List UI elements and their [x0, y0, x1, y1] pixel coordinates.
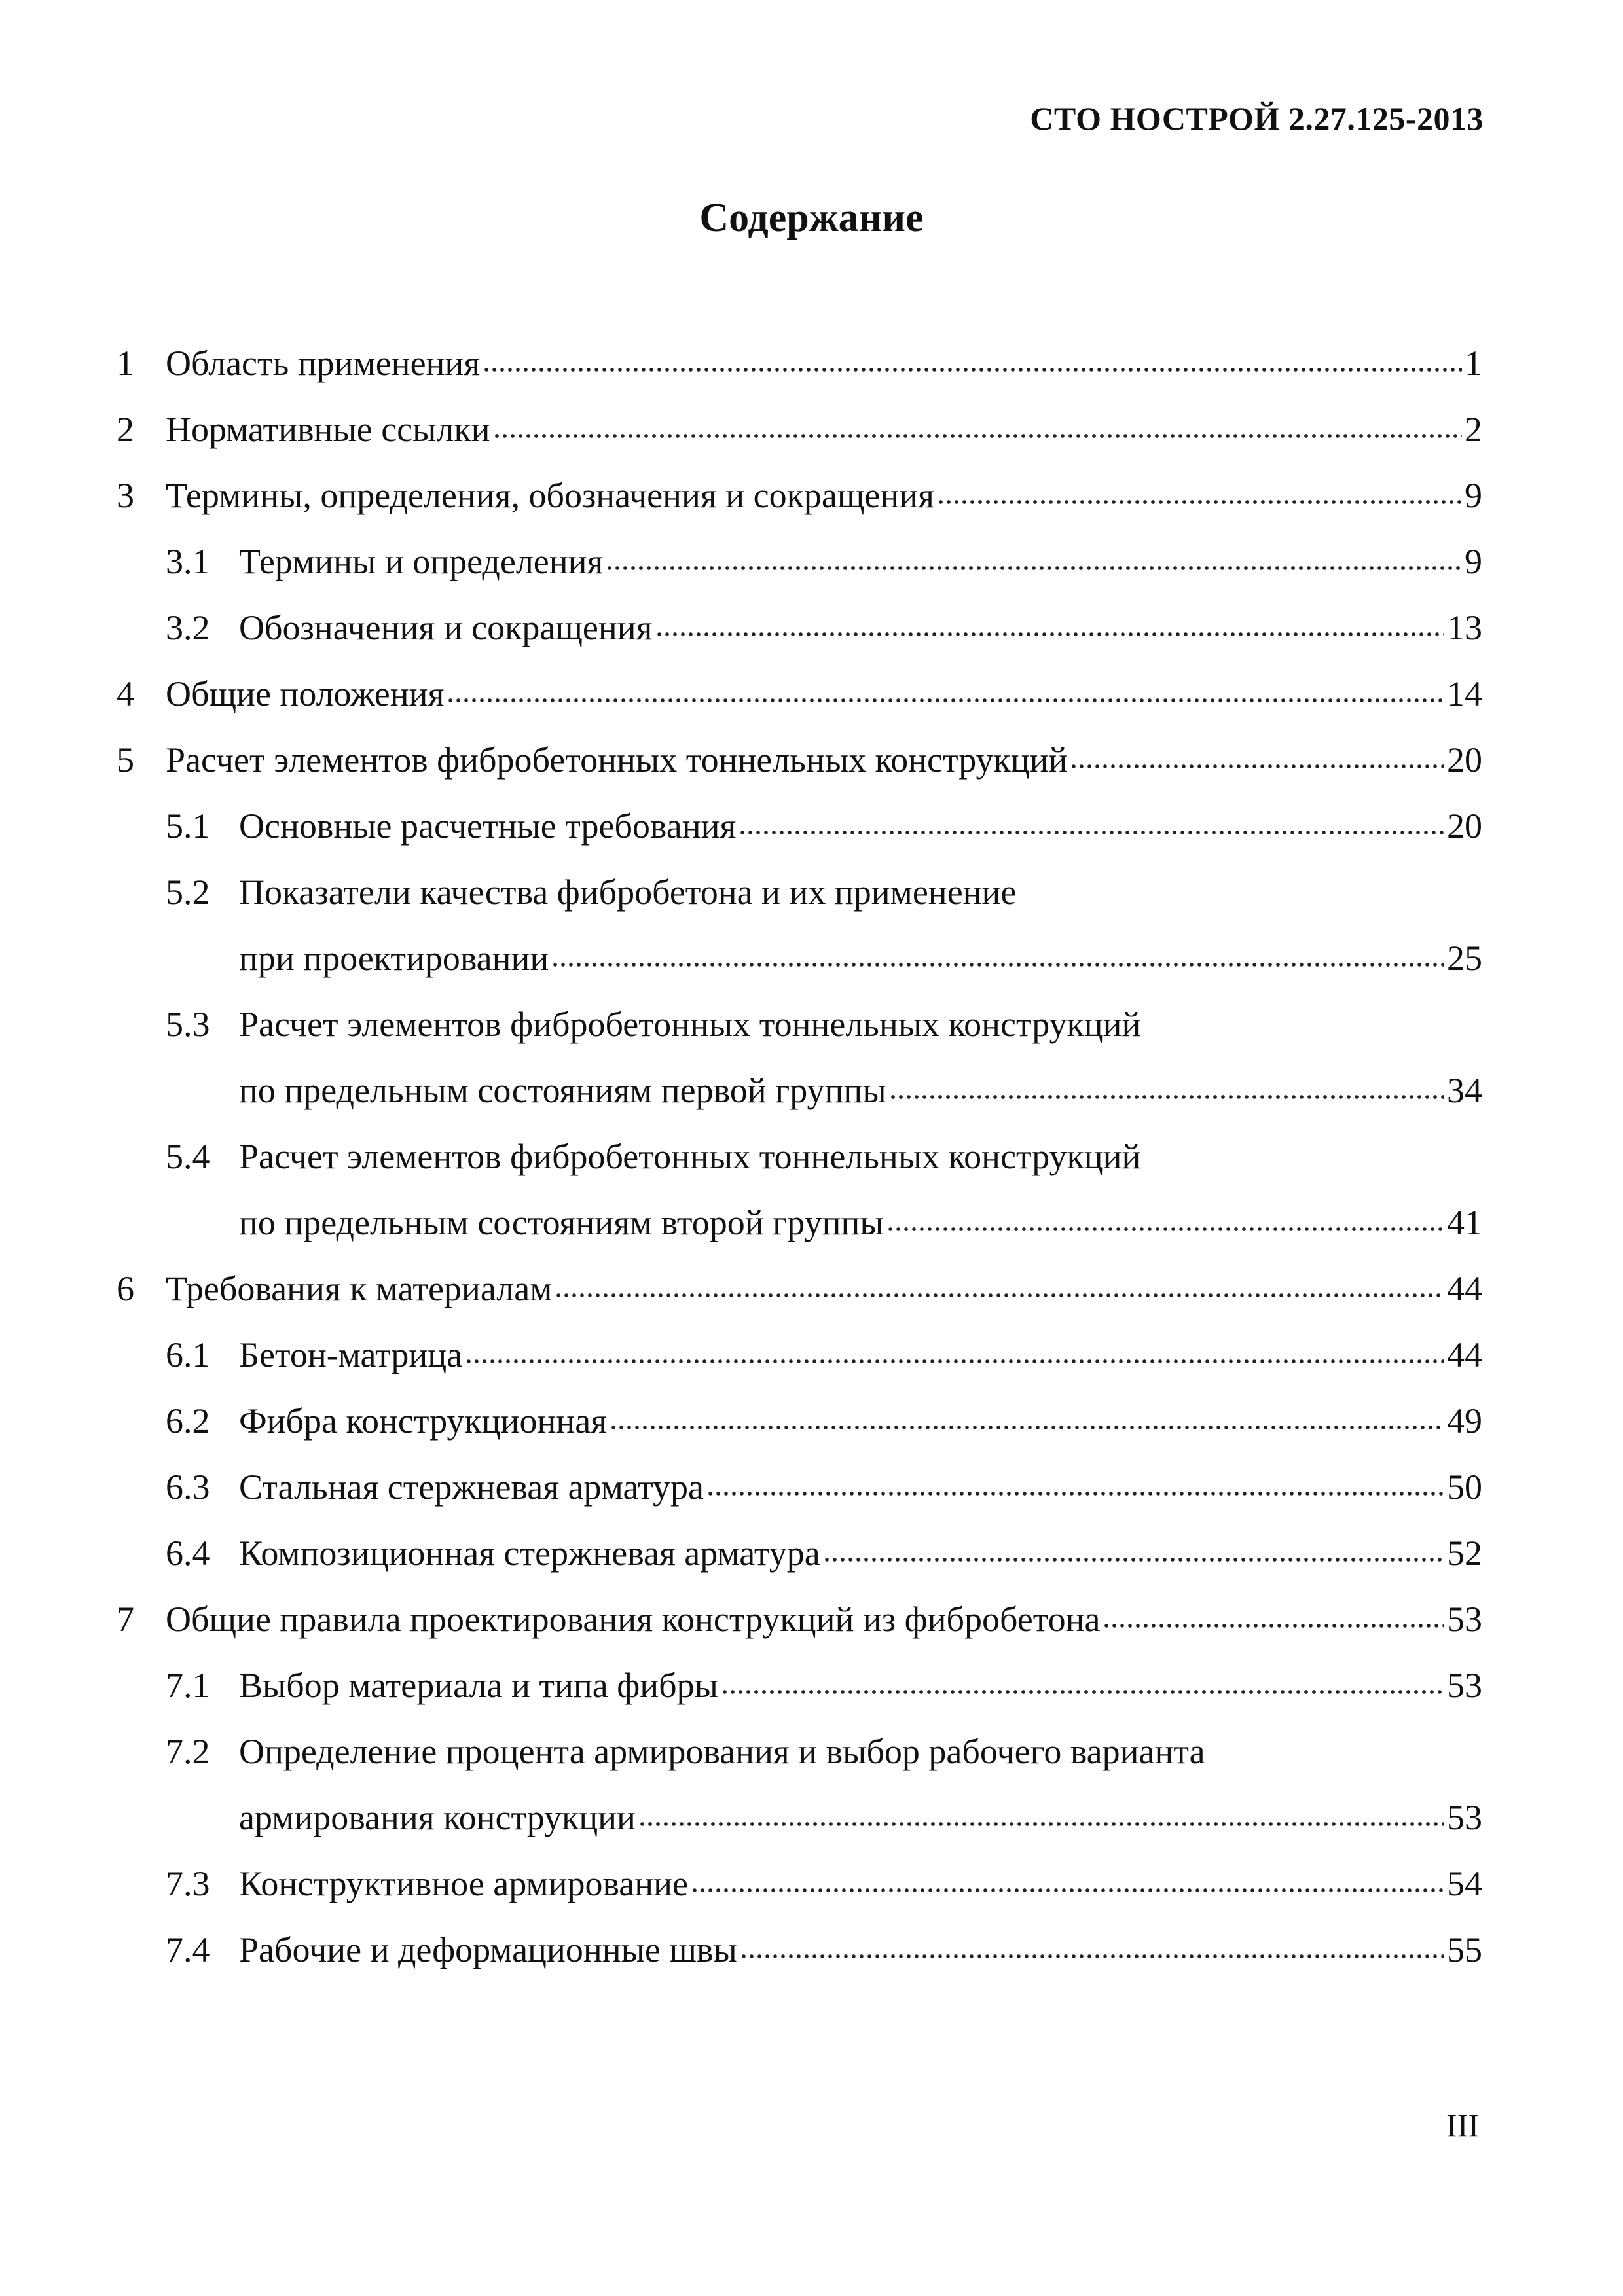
toc-entry-number: 7.4: [166, 1930, 210, 1969]
dot-leader: [638, 1820, 1444, 1828]
toc-entry-7-4[interactable]: [117, 1917, 1482, 1983]
toc-entry-title: Выбор материала и типа фибры: [239, 1666, 718, 1705]
toc-entry-page: 13: [1447, 608, 1482, 647]
toc-entry-title: Конструктивное армирование: [239, 1864, 689, 1903]
toc-entry-number: 5.2: [166, 872, 210, 912]
toc-entry-number: 6.3: [166, 1467, 210, 1507]
toc-entry-title: Стальная стержневая арматура: [239, 1467, 704, 1507]
dot-leader: [610, 1424, 1444, 1431]
dot-leader: [739, 829, 1444, 836]
toc-entry-title: Обозначения и сокращения: [239, 608, 653, 647]
toc-entry-title-line1: Определение процента армирования и выбор рабочего варианта: [239, 1732, 1205, 1771]
toc-entry-6-1[interactable]: [117, 1322, 1482, 1388]
toc-entry-title-line1: Расчет элементов фибробетонных тоннельных конструкций: [239, 1005, 1141, 1044]
toc-entry-title: Требования к материалам: [166, 1269, 553, 1308]
dot-leader: [1103, 1622, 1444, 1630]
dot-leader: [721, 1688, 1444, 1696]
toc-entry-6[interactable]: [117, 1256, 1482, 1322]
toc-entry-6-4[interactable]: [117, 1520, 1482, 1587]
toc-entry-6-2[interactable]: [117, 1388, 1482, 1454]
table-of-contents: [117, 331, 1482, 1983]
dot-leader: [691, 1886, 1444, 1894]
dot-leader: [1070, 762, 1444, 770]
dot-leader: [493, 432, 1463, 440]
toc-entry-title: по предельным состояниям второй группы: [239, 1203, 884, 1242]
toc-entry-7[interactable]: [117, 1587, 1482, 1653]
toc-entry-page: 44: [1447, 1269, 1482, 1308]
toc-entry-title-line1: Расчет элементов фибробетонных тоннельных конструкций: [239, 1137, 1141, 1176]
toc-entry-number: 3: [117, 476, 134, 515]
toc-entry-page: 9: [1465, 542, 1482, 581]
toc-entry-5-4[interactable]: [117, 1124, 1482, 1190]
toc-entry-title: Бетон-матрица: [239, 1335, 463, 1374]
toc-entry-title: Композиционная стержневая арматура: [239, 1534, 820, 1573]
toc-entry-page: 49: [1447, 1401, 1482, 1441]
toc-entry-3[interactable]: [117, 463, 1482, 529]
toc-entry-title-line1: Показатели качества фибробетона и их применение: [239, 872, 1017, 912]
toc-entry-6-3[interactable]: [117, 1454, 1482, 1520]
toc-entry-number: 6.2: [166, 1401, 210, 1441]
toc-entry-page: 14: [1447, 674, 1482, 713]
dot-leader: [655, 630, 1444, 638]
toc-entry-7-1[interactable]: [117, 1653, 1482, 1719]
toc-entry-number: 4: [117, 674, 134, 713]
toc-entry-page: 20: [1447, 806, 1482, 846]
toc-entry-number: 7: [117, 1600, 134, 1639]
toc-entry-7-3[interactable]: [117, 1851, 1482, 1917]
page-number: III: [1446, 2107, 1479, 2144]
toc-entry-title: Область применения: [166, 344, 481, 383]
toc-entry-number: 7.3: [166, 1864, 210, 1903]
toc-entry-number: 5.1: [166, 806, 210, 846]
toc-entry-7-2[interactable]: [117, 1719, 1482, 1785]
toc-entry-5-4-continuation[interactable]: [117, 1190, 1482, 1256]
toc-entry-page: 53: [1447, 1600, 1482, 1639]
toc-entry-page: 9: [1465, 476, 1482, 515]
toc-entry-page: 54: [1447, 1864, 1482, 1903]
dot-leader: [551, 961, 1444, 969]
toc-entry-number: 5.4: [166, 1137, 210, 1176]
toc-entry-3-1[interactable]: [117, 529, 1482, 595]
dot-leader: [937, 498, 1462, 506]
toc-entry-page: 41: [1447, 1203, 1482, 1242]
toc-entry-4[interactable]: [117, 661, 1482, 727]
toc-entry-title: Нормативные ссылки: [166, 410, 490, 449]
toc-entry-title: Рабочие и деформационные швы: [239, 1930, 737, 1969]
toc-entry-5-2-continuation[interactable]: [117, 925, 1482, 992]
dot-leader: [606, 564, 1462, 572]
dot-leader: [740, 1952, 1444, 1960]
toc-entry-page: 52: [1447, 1534, 1482, 1573]
dot-leader: [823, 1556, 1444, 1564]
toc-entry-5-3-continuation[interactable]: [117, 1058, 1482, 1124]
dot-leader: [465, 1357, 1444, 1365]
toc-entry-title: Основные расчетные требования: [239, 806, 737, 846]
toc-entry-number: 6.1: [166, 1335, 210, 1374]
toc-entry-title: Общие положения: [166, 674, 445, 713]
toc-entry-title: Фибра конструкционная: [239, 1401, 608, 1441]
dot-leader: [483, 366, 1462, 374]
toc-entry-title: при проектировании: [239, 939, 549, 978]
toc-entry-title: по предельным состояниям первой группы: [239, 1071, 886, 1110]
toc-entry-number: 5.3: [166, 1005, 210, 1044]
toc-entry-title: армирования конструкции: [239, 1798, 636, 1837]
dot-leader: [889, 1093, 1444, 1101]
toc-entry-number: 2: [117, 410, 134, 449]
toc-entry-5-1[interactable]: [117, 793, 1482, 859]
toc-entry-page: 50: [1447, 1467, 1482, 1507]
toc-entry-page: 1: [1465, 344, 1482, 383]
document-code: СТО НОСТРОЙ 2.27.125-2013: [1030, 100, 1484, 137]
toc-entry-number: 6.4: [166, 1534, 210, 1573]
dot-leader: [706, 1490, 1444, 1498]
toc-entry-number: 7.1: [166, 1666, 210, 1705]
toc-entry-number: 3.1: [166, 542, 210, 581]
toc-entry-5-2[interactable]: [117, 859, 1482, 925]
dot-leader: [886, 1225, 1444, 1233]
toc-entry-title: Термины и определения: [239, 542, 604, 581]
dot-leader: [555, 1291, 1444, 1299]
toc-entry-page: 20: [1447, 740, 1482, 780]
toc-entry-number: 1: [117, 344, 134, 383]
toc-entry-title: Общие правила проектирования конструкций из фибробетона: [166, 1600, 1101, 1639]
toc-entry-5[interactable]: [117, 727, 1482, 793]
toc-entry-page: 2: [1465, 410, 1482, 449]
toc-entry-page: 53: [1447, 1666, 1482, 1705]
toc-entry-title: Расчет элементов фибробетонных тоннельных конструкций: [166, 740, 1068, 780]
toc-entry-number: 6: [117, 1269, 134, 1308]
toc-entry-page: 55: [1447, 1930, 1482, 1969]
toc-entry-title: Термины, определения, обозначения и сокращения: [166, 476, 934, 515]
toc-entry-page: 25: [1447, 939, 1482, 978]
toc-entry-7-2-continuation[interactable]: [117, 1785, 1482, 1851]
toc-entry-5-3[interactable]: [117, 992, 1482, 1058]
toc-entry-page: 44: [1447, 1335, 1482, 1374]
toc-entry-number: 3.2: [166, 608, 210, 647]
toc-entry-number: 5: [117, 740, 134, 780]
toc-title: Содержание: [699, 196, 924, 240]
dot-leader: [447, 696, 1444, 704]
toc-entry-page: 53: [1447, 1798, 1482, 1837]
toc-entry-3-2[interactable]: [117, 595, 1482, 661]
toc-entry-page: 34: [1447, 1071, 1482, 1110]
toc-entry-1[interactable]: [117, 331, 1482, 397]
toc-entry-number: 7.2: [166, 1732, 210, 1771]
toc-entry-2[interactable]: [117, 397, 1482, 463]
